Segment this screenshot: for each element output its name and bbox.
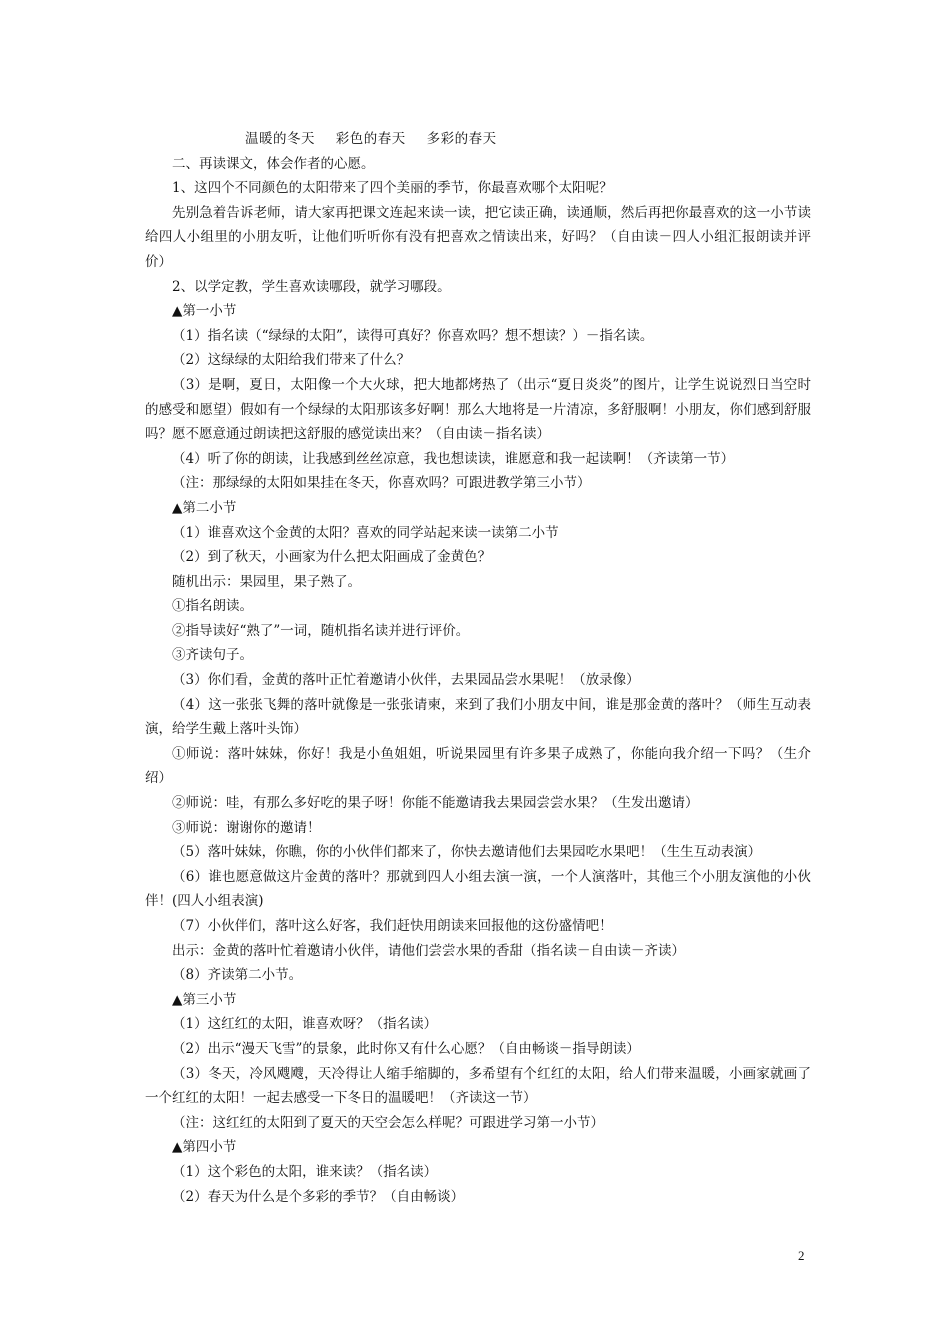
note-1: （注：那绿绿的太阳如果挂在冬天，你喜欢吗？可跟进教学第三小节）	[172, 475, 591, 492]
step-2-1: （1）谁喜欢这个金黄的太阳？喜欢的同学站起来读一读第二小节	[172, 524, 559, 541]
step-2-5: （5）落叶妹妹，你瞧，你的小伙伴们都来了，你快去邀请他们去果园吃水果吧！（生生互动表演）	[172, 844, 762, 861]
dialog-1: ①师说：落叶妹妹，你好！我是小鱼姐姐，听说果园里有许多果子成熟了，你能向我介绍一下吗？（生介绍）	[145, 745, 811, 787]
question-1: 1、这四个不同颜色的太阳带来了四个美丽的季节，你最喜欢哪个太阳呢？	[172, 180, 613, 197]
step-4-1: （1）这个彩色的太阳，谁来读？（指名读）	[172, 1163, 438, 1180]
sub-step-c: ③齐读句子。	[172, 647, 253, 664]
step-2-4: （4）这一张张飞舞的落叶就像是一张张请柬，来到了我们小朋友中间，谁是那金黄的落叶？（师生互动表演，给学生戴上落叶头饰）	[145, 696, 811, 738]
step-1-4: （4）听了你的朗读，让我感到丝丝凉意，我也想读读，谁愿意和我一起读啊！（齐读第一节）	[172, 450, 735, 467]
page-number: 2	[798, 1248, 805, 1263]
title-phrase-3: 多彩的春天	[426, 131, 497, 147]
title-phrase-2: 彩色的春天	[335, 131, 406, 147]
dialog-3: ③师说：谢谢你的邀请！	[172, 819, 321, 836]
step-2-3: （3）你们看，金黄的落叶正忙着邀请小伙伴，去果园品尝水果呢！（放录像）	[172, 672, 640, 689]
step-4-2: （2）春天为什么是个多彩的季节？（自由畅谈）	[172, 1188, 465, 1205]
subsection-3-heading: ▲第三小节	[172, 991, 237, 1008]
section-heading: 二、再读课文，体会作者的心愿。	[172, 155, 375, 172]
step-3-2: （2）出示“漫天飞雪”的景象，此时你又有什么心愿？（自由畅谈－指导朗读）	[172, 1040, 640, 1057]
sub-step-a: ①指名朗读。	[172, 598, 253, 615]
question-2: 2、以学定教，学生喜欢读哪段，就学习哪段。	[172, 278, 451, 295]
step-2-2: （2）到了秋天，小画家为什么把太阳画成了金黄色？	[172, 549, 492, 566]
step-1-3: （3）是啊，夏日，太阳像一个大火球，把大地都烤热了（出示“夏日炎炎”的图片，让学生说说烈日当空时的感受和愿望）假如有一个绿绿的太阳那该多好啊！那么大地将是一片清凉，多舒服啊！小朋友，你们感到舒服吗？愿不愿意通过朗读把这舒服的感觉读出来？（自由读－指名读）	[145, 376, 811, 443]
document-body	[145, 127, 811, 1209]
title-line	[145, 127, 811, 152]
dialog-2: ②师说：哇，有那么多好吃的果子呀！你能不能邀请我去果园尝尝水果？（生发出邀请）	[172, 795, 699, 812]
subsection-4-heading: ▲第四小节	[172, 1139, 237, 1156]
step-3-3: （3）冬天，冷风飕飕，天冷得让人缩手缩脚的，多希望有个红红的太阳，给人们带来温暖，小画家就画了一个红红的太阳！一起去感受一下冬日的温暖吧！（齐读这一节）	[145, 1065, 811, 1107]
sub-step-b: ②指导读好“熟了”一词，随机指名读并进行评价。	[172, 622, 470, 639]
random-show: 随机出示：果园里，果子熟了。	[172, 573, 361, 590]
paragraph-instruction: 先别急着告诉老师，请大家再把课文连起来读一读，把它读正确，读通顺，然后再把你最喜欢的这一小节读给四人小组里的小朋友听，让他们听听你有没有把喜欢之情读出来，好吗？（自由读－四人小组汇报朗读并评价）	[145, 204, 811, 270]
step-2-7: （7）小伙伴们，落叶这么好客，我们赶快用朗读来回报他的这份盛情吧！	[172, 918, 613, 934]
subsection-1-heading: ▲第一小节	[172, 303, 237, 320]
step-1-2: （2）这绿绿的太阳给我们带来了什么？	[172, 352, 411, 369]
title-phrase-1: 温暖的冬天	[245, 131, 315, 147]
step-2-8: （8）齐读第二小节。	[172, 967, 303, 984]
subsection-2-heading: ▲第二小节	[172, 499, 237, 516]
show-text: 出示：金黄的落叶忙着邀请小伙伴，请他们尝尝水果的香甜（指名读－自由读－齐读）	[172, 942, 685, 959]
note-3: （注：这红红的太阳到了夏天的天空会怎么样呢？可跟进学习第一小节）	[172, 1114, 604, 1131]
step-2-6: （6）谁也愿意做这片金黄的落叶？那就到四人小组去演一演，一个人演落叶，其他三个小朋友演他的小伙伴！(四人小组表演)	[145, 868, 811, 910]
step-3-1: （1）这红红的太阳，谁喜欢呀？（指名读）	[172, 1016, 438, 1033]
step-1-1: （1）指名读（“绿绿的太阳”，读得可真好？你喜欢吗？想不想读？）－指名读。	[172, 327, 654, 344]
